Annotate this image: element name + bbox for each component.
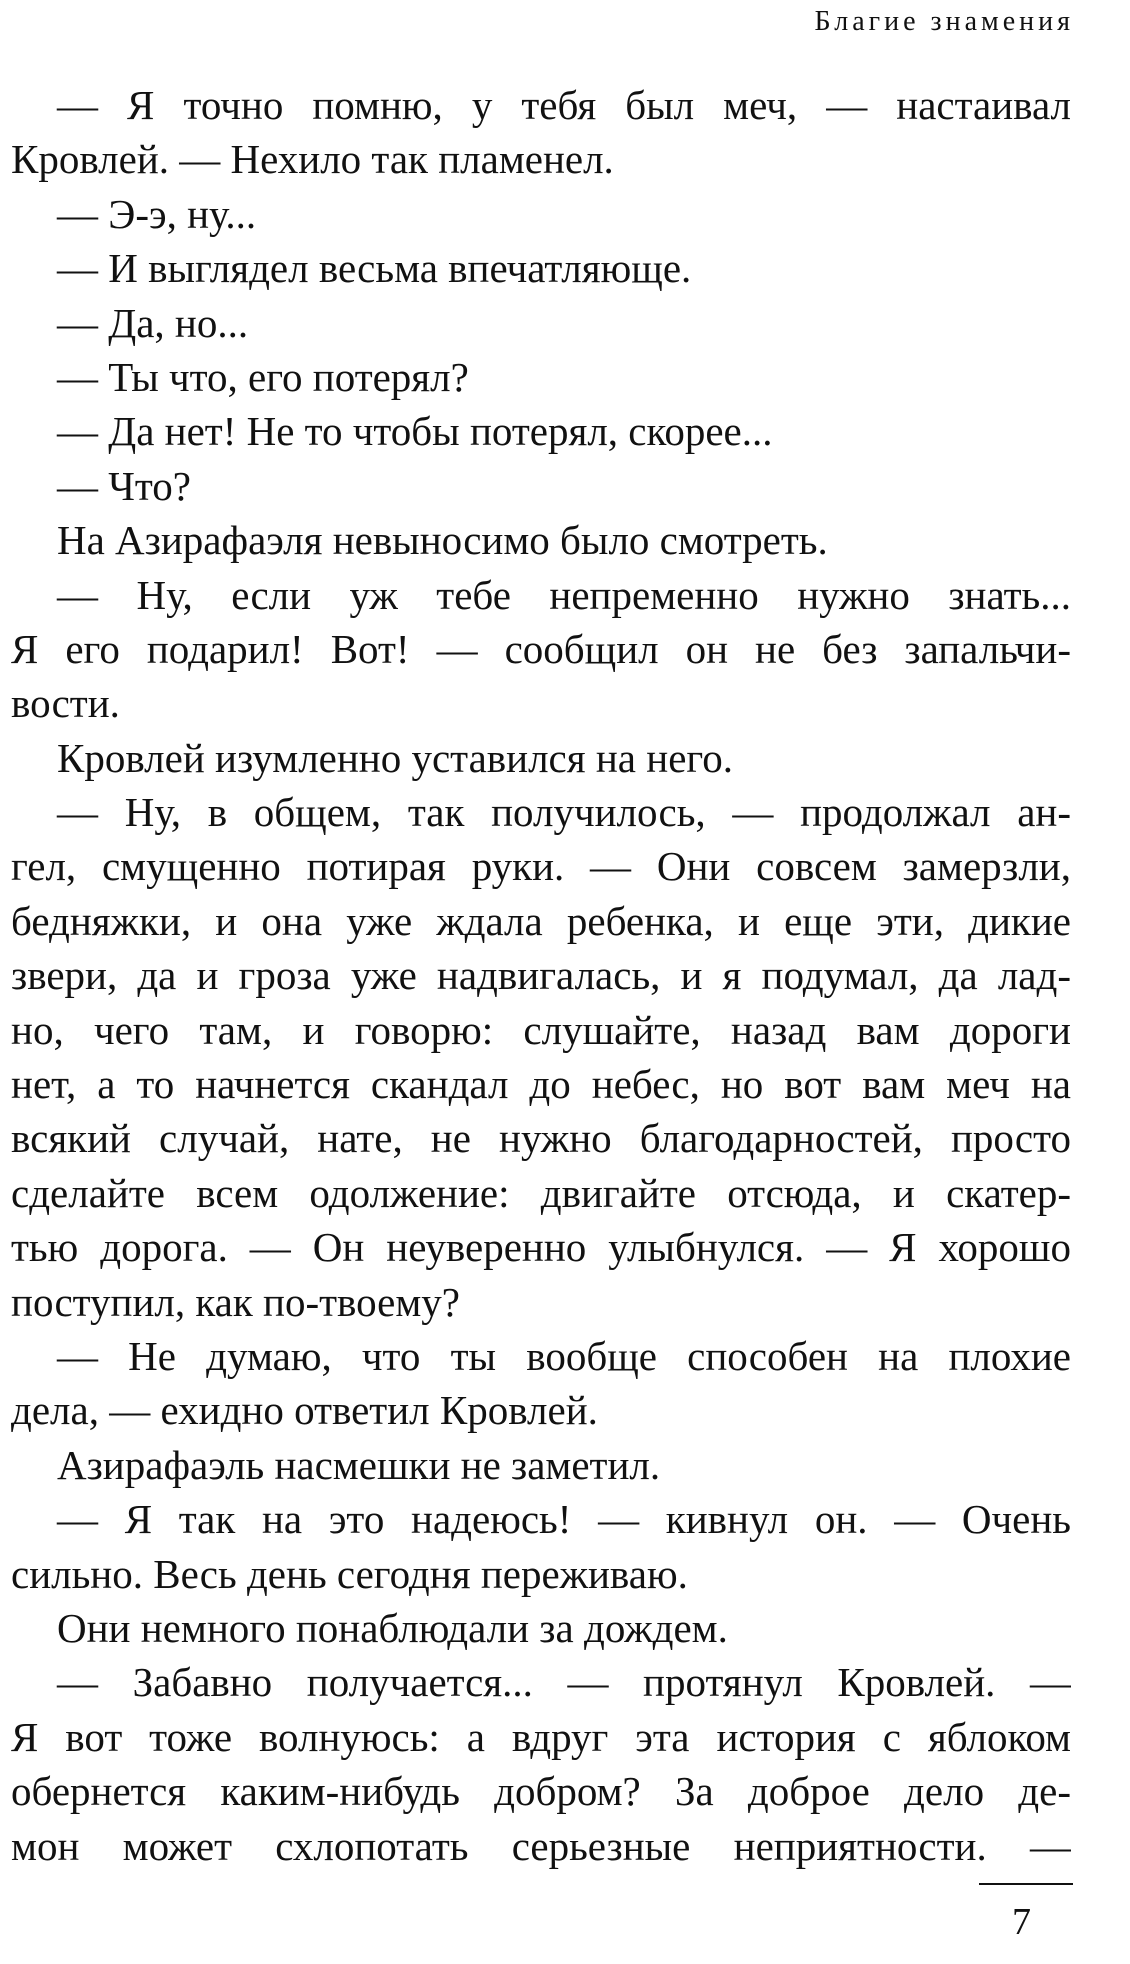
- text-line: — И выглядел весьма впечатляюще.: [57, 245, 692, 292]
- text-line: поступил, как по-твоему?: [11, 1278, 460, 1325]
- text-line: Они немного понаблюдали за дождем.: [57, 1604, 728, 1651]
- text-line: — Э-э, ну...: [57, 190, 257, 237]
- text-line: — Я точно помню, у тебя был меч, — настаивал: [57, 82, 1071, 128]
- running-head: Благие знамения: [814, 6, 1074, 37]
- footer-rule: [979, 1883, 1073, 1885]
- text-line: — Ты что, его потерял?: [57, 353, 469, 400]
- text-line: сильно. Весь день сегодня переживаю.: [11, 1550, 688, 1597]
- text-line: вости.: [11, 680, 120, 727]
- text-line: На Азирафаэля невыносимо было смотреть.: [57, 517, 828, 564]
- text-line: тью дорога. — Он неуверенно улыбнулся. — Я хорошо: [11, 1224, 1071, 1271]
- text-line: гел, смущенно потирая руки. — Они совсем замерзли,: [11, 843, 1071, 890]
- text-line: — Да нет! Не то чтобы потерял, скорее...: [57, 408, 773, 455]
- text-line: — Не думаю, что ты вообще способен на плохие: [57, 1332, 1071, 1379]
- text-line: Азирафаэль насмешки не заметил.: [57, 1441, 661, 1488]
- text-line: звери, да и гроза уже надвигалась, и я подумал, да лад-: [11, 952, 1071, 999]
- text-line: сделайте всем одолжение: двигайте отсюда, и скатер-: [11, 1169, 1071, 1216]
- text-line: Я его подарил! Вот! — сообщил он не без запальчи-: [11, 625, 1071, 672]
- text-line: нет, а то начнется скандал до небес, но вот вам меч на: [11, 1061, 1071, 1108]
- text-line: всякий случай, нате, не нужно благодарностей, просто: [11, 1115, 1071, 1162]
- text-line: Кровлей изумленно уставился на него.: [57, 734, 733, 781]
- text-line: Кровлей. — Нехило так пламенел.: [11, 136, 614, 183]
- text-line: мон может схлопотать серьезные неприятности. —: [11, 1822, 1071, 1869]
- page-number: 7: [1012, 1901, 1031, 1943]
- text-line: — Ну, если уж тебе непременно нужно знать...: [57, 571, 1071, 618]
- text-line: — Да, но...: [57, 299, 249, 346]
- text-line: бедняжки, и она уже ждала ребенка, и еще эти, дикие: [11, 897, 1071, 944]
- text-line: но, чего там, и говорю: слушайте, назад вам дороги: [11, 1006, 1071, 1053]
- text-line: обернется каким-нибудь добром? За доброе дело де-: [11, 1768, 1071, 1815]
- text-line: — Что?: [57, 462, 191, 509]
- page-body-text: [11, 78, 1071, 1873]
- text-line: Я вот тоже волнуюсь: а вдруг эта история с яблоком: [11, 1713, 1071, 1760]
- text-line: — Ну, в общем, так получилось, — продолжал ан-: [57, 789, 1071, 836]
- text-line: дела, — ехидно ответил Кровлей.: [11, 1387, 598, 1434]
- text-line: — Я так на это надеюсь! — кивнул он. — Очень: [57, 1496, 1071, 1543]
- text-line: — Забавно получается... — протянул Кровлей. —: [57, 1659, 1071, 1706]
